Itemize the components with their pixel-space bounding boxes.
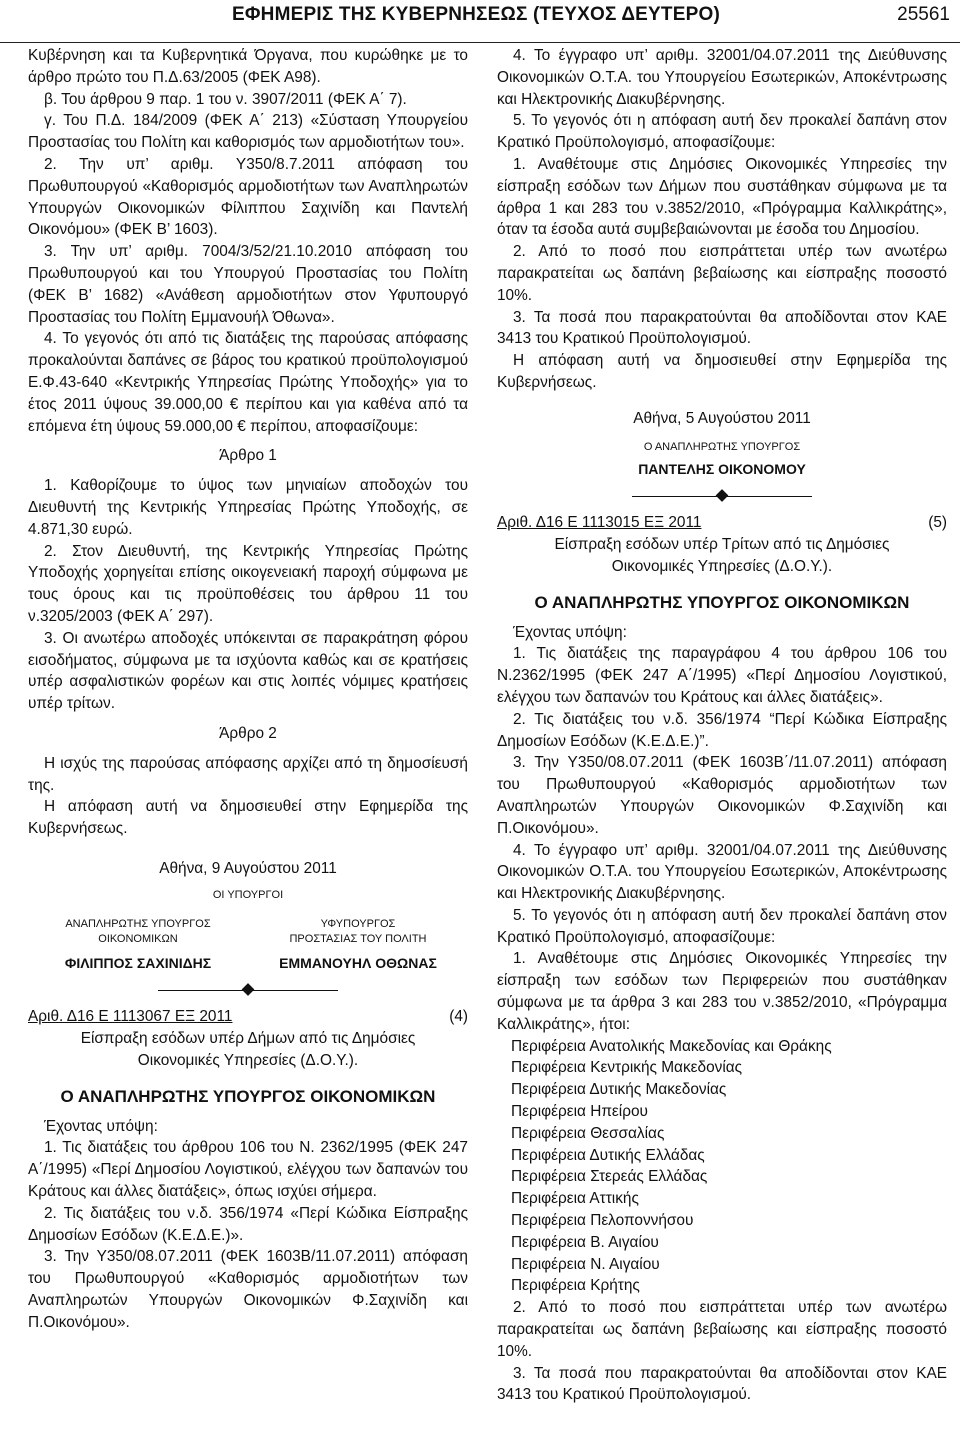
gazette-title: ΕΦΗΜΕΡΙΣ ΤΗΣ ΚΥΒΕΡΝΗΣΕΩΣ (ΤΕΥΧΟΣ ΔΕΥΤΕΡΟ) [232,4,720,25]
page-number: 25561 [897,4,950,25]
paragraph: 4. Το έγγραφο υπ’ αριθμ. 32001/04.07.2011 της Διεύθυνσης Οικονομικών Ο.Τ.Α. του Υπουργείου Εσωτερικών, Αποκέντρωσης και Ηλεκτρονικής Διακυβέρνησης. [497,47,947,108]
left-column [28,45,468,1334]
paragraph: 2. Τις διατάξεις του ν.δ. 356/1974 «Περί Κώδικα Είσπραξης Δημοσίων Εσόδων (Κ.Ε.Δ.Ε.)». [28,1204,468,1244]
list-item: Περιφέρεια Ν. Αιγαίου [511,1255,660,1273]
signer-role: ΑΝΑΠΛΗΡΩΤΗΣ ΥΠΟΥΡΓΟΣ [65,917,211,930]
list-item: Περιφέρεια Δυτικής Ελλάδας [511,1146,705,1164]
section-divider [632,490,812,502]
paragraph: Έχοντας υπόψη: [513,623,627,641]
article-heading: Άρθρο 1 [219,447,277,465]
paragraph: 1. Καθορίζουμε το ύψος των μηνιαίων αποδοχών του Διευθυντή της Κεντρικής Υπηρεσίας Πρώτης Υποδοχής, σε 4.871,30 ευρώ. [28,477,468,538]
paragraph: γ. Του Π.Δ. 184/2009 (ΦΕΚ Α΄ 213) «Σύσταση Υπουργείου Προστασίας του Πολίτη και καθορισμός των αρμοδιοτήτων του». [28,112,468,152]
signer-role: ΥΦΥΠΟΥΡΓΟΣ [320,917,396,930]
place-date: Αθήνα, 9 Αυγούστου 2011 [159,859,337,877]
list-item: Περιφέρεια Β. Αιγαίου [511,1233,659,1251]
decision-number: Αριθ. Δ16 Ε 1113067 ΕΞ 2011 [28,1008,233,1026]
list-item: Περιφέρεια Ανατολικής Μακεδονίας και Θράκης [511,1037,832,1055]
decision-subject: Είσπραξη εσόδων υπέρ Δήμων από τις Δημόσιες [80,1030,416,1048]
paragraph: 1. Αναθέτουμε στις Δημόσιες Οικονομικές Υπηρεσίες την είσπραξη των εσόδων των Περιφερειών που συστάθηκαν σύμφωνα με τα άρθρα 3 και 283 του ν.3852/2010, «Πρόγραμμα Καλλικράτης», ήτοι: [497,950,947,1033]
paragraph: 5. Το γεγονός ότι η απόφαση αυτή δεν προκαλεί δαπάνη στον Κρατικό Προϋπολογισμό, αποφασίζουμε: [497,906,947,946]
list-item: Περιφέρεια Ηπείρου [511,1103,648,1121]
decision-subject: Είσπραξη εσόδων υπέρ Τρίτων από τις Δημόσιες [554,536,890,554]
paragraph: Η ισχύς της παρούσας απόφασης αρχίζει από τη δημοσίευσή της. [28,754,468,794]
article-heading: Άρθρο 2 [219,724,277,742]
paragraph: Έχοντας υπόψη: [44,1117,158,1135]
paragraph: 2. Από το ποσό που εισπράττεται υπέρ των ανωτέρω παρακρατείται ως δαπάνη βεβαίωσης και είσπραξης ποσοστό 10%. [497,243,947,304]
list-item: Περιφέρεια Στερεάς Ελλάδας [511,1168,708,1186]
signer-role: Ο ΑΝΑΠΛΗΡΩΤΗΣ ΥΠΟΥΡΓΟΣ [643,440,801,453]
decision-subject: Οικονομικές Υπηρεσίες (Δ.Ο.Υ.). [137,1052,359,1070]
paragraph: 3. Την υπ’ αριθμ. 7004/3/52/21.10.2010 απόφαση του Πρωθυπουργού και του Υπουργού Προστασίας του Πολίτη (ΦΕΚ Β’ 1682) «Ανάθεση αρμοδιοτήτων στον Υφυπουργό Προστασίας του Πολίτη Εμμανουήλ Όθωνα». [28,243,468,326]
decision-header [497,512,947,534]
paragraph: 2. Την υπ’ αριθμ. Υ350/8.7.2011 απόφαση του Πρωθυπουργού «Καθορισμός αρμοδιοτήτων των Αναπληρωτών Υπουργών Οικονομικών Φίλιππου Σαχινίδη και Παντελή Οικονόμου» (ΦΕΚ Β’ 1603). [28,155,468,239]
paragraph: 1. Τις διατάξεις της παραγράφου 4 του άρθρου 106 του Ν.2362/1995 (ΦΕΚ 247 Α΄/1995) «Περί Δημοσίου Λογιστικού, ελέγχου των δαπανών του Κράτους και άλλες διατάξεις». [497,645,947,706]
list-item: Περιφέρεια Κεντρικής Μακεδονίας [511,1059,743,1077]
paragraph: Η απόφαση αυτή να δημοσιευθεί στην Εφημερίδα της Κυβερνήσεως. [497,352,947,391]
signer-role: ΟΙΚΟΝΟΜΙΚΩΝ [98,932,178,945]
decision-header [28,1006,468,1028]
paragraph: Κυβέρνηση και τα Κυβερνητικά Όργανα, που κυρώθηκε με το άρθρο πρώτο του Π.Δ.63/2005 (ΦΕΚ Α98). [28,47,468,86]
paragraph: 3. Τα ποσά που παρακρατούνται θα αποδίδονται στον ΚΑΕ 3413 του Κρατικού Προϋπολογισμού. [497,308,947,348]
paragraph: 1. Τις διατάξεις του άρθρου 106 του Ν. 2362/1995 (ΦΕΚ 247 Α΄/1995) «Περί Δημοσίου Λογιστικού, ελέγχου των δαπανών του Κράτους και άλλες διατάξεις», όπως ισχύει σήμερα. [28,1139,468,1201]
paragraph: 3. Οι ανωτέρω αποδοχές υπόκεινται σε παρακράτηση φόρου εισοδήματος, σύμφωνα με τα ισχύοντα καθώς και σε κρατήσεις υπέρ ασφαλιστικών φορέων και στις λοιπές νόμιμες κρατήσεις υπέρ τρίτων. [28,629,468,713]
decision-number: Αριθ. Δ16 Ε 1113015 ΕΞ 2011 [497,514,702,532]
decision-index: (4) [449,1008,468,1026]
decision-heading: Ο ΑΝΑΠΛΗΡΩΤΗΣ ΥΠΟΥΡΓΟΣ ΟΙΚΟΝΟΜΙΚΩΝ [60,1086,436,1106]
signature-block [248,917,468,975]
signer-name: ΕΜΜΑΝΟΥΗΛ ΟΘΩΝΑΣ [279,954,437,971]
ministers-label: ΟΙ ΥΠΟΥΡΓΟΙ [212,888,284,901]
diamond-icon [716,489,729,502]
diamond-icon [242,984,255,997]
signer-name: ΠΑΝΤΕΛΗΣ ΟΙΚΟΝΟΜΟΥ [638,460,806,477]
list-item: Περιφέρεια Κρήτης [511,1277,640,1295]
paragraph: β. Του άρθρου 9 παρ. 1 του ν. 3907/2011 (ΦΕΚ Α΄ 7). [44,90,407,108]
decision-index: (5) [928,514,947,532]
signatures [28,917,468,975]
list-item: Περιφέρεια Πελοποννήσου [511,1212,694,1230]
page-header [0,0,960,43]
section-divider [158,984,338,996]
signer-name: ΦΙΛΙΠΠΟΣ ΣΑΧΙΝΙΔΗΣ [64,954,212,971]
paragraph: 2. Τις διατάξεις του ν.δ. 356/1974 “Περί Κώδικα Είσπραξης Δημοσίων Εσόδων (Κ.Ε.Δ.Ε.)”. [497,710,947,750]
paragraph: 3. Την Υ350/08.07.2011 (ΦΕΚ 1603Β΄/11.07.2011) απόφαση του Πρωθυπουργού «Καθορισμός αρμοδιοτήτων των Αναπληρωτών Υπουργών Οικονομικών Φ.Σαχινίδη και Π.Οικονόμου». [497,754,947,837]
paragraph: 3. Την Υ350/08.07.2011 (ΦΕΚ 1603Β/11.07.2011) απόφαση του Πρωθυπουργού «Καθορισμός αρμοδιοτήτων των Αναπληρωτών Υπουργών Οικονομικών Φ.Σαχινίδη και Π.Οικονόμου». [28,1248,468,1331]
decision-subject: Οικονομικές Υπηρεσίες (Δ.Ο.Υ.). [611,557,833,575]
regions-list [497,1036,947,1298]
signer-role: ΠΡΟΣΤΑΣΙΑΣ ΤΟΥ ΠΟΛΙΤΗ [289,932,427,945]
list-item: Περιφέρεια Δυτικής Μακεδονίας [511,1081,727,1099]
paragraph: 3. Τα ποσά που παρακρατούνται θα αποδίδονται στον ΚΑΕ 3413 του Κρατικού Προϋπολογισμού. [497,1364,947,1404]
paragraph: 2. Από το ποσό που εισπράττεται υπέρ των ανωτέρω παρακρατείται ως δαπάνη βεβαίωσης και είσπραξης ποσοστό 10%. [497,1299,947,1360]
paragraph: 4. Το γεγονός ότι από τις διατάξεις της παρούσας απόφασης προκαλούνται δαπάνες σε βάρος του κρατικού προϋπολογισμού Ε.Φ.43-640 «Κεντρικής Υπηρεσίας Πρώτης Υποδοχής» για το έτος 2011 ύψους 39.000,00 € περίπου και για καθένα από τα επόμενα έτη ύψους 59.000,00 € περίπου, αποφασίζουμε: [28,330,468,435]
right-column [497,45,947,1406]
list-item: Περιφέρεια Θεσσαλίας [511,1124,665,1142]
paragraph: Η απόφαση αυτή να δημοσιευθεί στην Εφημερίδα της Κυβερνήσεως. [28,798,468,838]
decision-heading: Ο ΑΝΑΠΛΗΡΩΤΗΣ ΥΠΟΥΡΓΟΣ ΟΙΚΟΝΟΜΙΚΩΝ [534,592,910,612]
paragraph: 2. Στον Διευθυντή, της Κεντρικής Υπηρεσίας Πρώτης Υποδοχής χορηγείται επίσης οικογενειακή παροχή σύμφωνα με τους όρους και τις προϋποθέσεις του άρθρου 11 του ν.3205/2003 (ΦΕΚ Α΄ 297). [28,542,468,625]
paragraph: 4. Το έγγραφο υπ’ αριθμ. 32001/04.07.2011 της Διεύθυνσης Οικονομικών Ο.Τ.Α. του Υπουργείου Εσωτερικών, Αποκέντρωσης και Ηλεκτρονικής Διακυβέρνησης. [497,841,947,903]
paragraph: 1. Αναθέτουμε στις Δημόσιες Οικονομικές Υπηρεσίες την είσπραξη εσόδων των Δήμων που συστάθηκαν σύμφωνα με τα άρθρα 1 και 283 του ν.3852/2010, «Πρόγραμμα Καλλικράτης», όταν τα έσοδα αυτά συμβεβαιώνονται με έσοδα του Δημοσίου. [497,155,947,239]
signature-block [28,917,248,975]
list-item: Περιφέρεια Αττικής [511,1190,639,1208]
paragraph: 5. Το γεγονός ότι η απόφαση αυτή δεν προκαλεί δαπάνη στον Κρατικό Προϋπολογισμό, αποφασίζουμε: [497,112,947,152]
place-date: Αθήνα, 5 Αυγούστου 2011 [633,409,811,427]
